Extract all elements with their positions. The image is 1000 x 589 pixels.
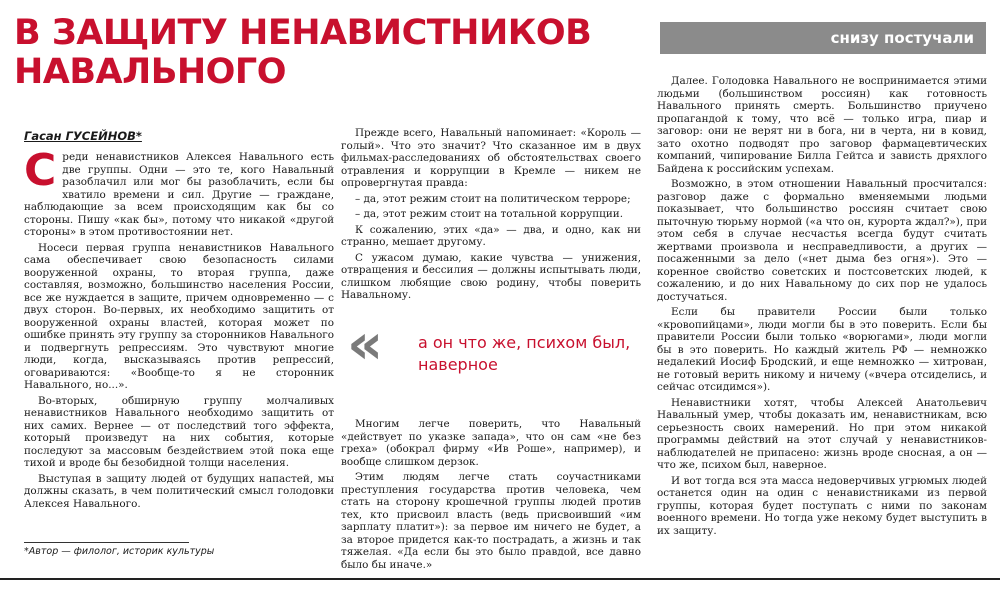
paragraph: – да, этот режим стоит на тотальной коррупции. <box>355 208 624 220</box>
paragraph: – да, этот режим стоит на политическом терроре; <box>355 192 631 205</box>
paragraph: Выступая в защиту людей от будущих напастей, мы должны сказать, в чем политический смысл голодовки Алексея Навального. <box>24 472 334 510</box>
footnote: *Автор — филолог, историк культуры <box>24 546 215 557</box>
paragraph: И вот тогда вся эта масса недоверчивых угрюмых людей останется один на один с ненавистниками из первой группы, которая будет поступать с ними по законам военного времени. Но тогда уже некому будет выступить в их защиту. <box>657 474 987 537</box>
paragraph: Возможно, в этом отношении Навальный просчитался: разговор даже с формально вменяемыми людьми показывает, что большинство россиян считает свою пыточную тюрьму нормой («а что он, курорта ждал?»), при этом себя в случае несчастья всегда будут считать жертвами произвола и несправедливости, а других — посаженными за дело («нет дыма без огня»). Это — коренное свойство советских и постсоветских людей, к сожалению, и до них Навальному до сих пор не удалось достучаться. <box>657 178 987 303</box>
column-2-bottom <box>341 418 641 574</box>
paragraph: Далее. Голодовка Навального не воспринимается этими людьми (большинством россиян) как готовность Навального принять смерть. Большинство приучено пропагандой к тому, что всё — только игра, пиар и заговор: они не верят ни в бога, ни в черта, ни в ковид, зато охотно подводят про заговор фармацевтических компаний, чипирование Билла Гейтса и зависть дряхлого Байдена к российским успехам. <box>657 75 987 175</box>
headline: В ЗАЩИТУ НЕНАВИСТНИКОВ НАВАЛЬНОГО <box>14 13 592 92</box>
footnote-divider <box>24 542 189 543</box>
rubric-label: снизу постучали <box>660 22 986 54</box>
byline: Гасан ГУСЕЙНОВ* <box>24 129 142 143</box>
paragraph: Во-вторых, обширную группу молчаливых ненавистников Навального необходимо защитить от них самих. Вернее — от последствий того эффекта, который произведут на них события, которые последуют за массовым бездействием этой пока еще тихой и вроде бы безобидной толщи населения. <box>24 394 334 469</box>
drop-cap: С <box>24 145 57 196</box>
quote-mark-icon: « <box>347 312 384 377</box>
paragraph: Носеси первая группа ненавистников Навального сама обеспечивает свою безопасность силами вооруженной охраны, то вторая группа, даже составляя, возможно, большинство населения России, все же нуждается в защите, причем одновременно — с двух сторон. Во-первых, их необходимо защитить от вооруженной охраны властей, которая может по ошибке принять эту группу за сторонников Навального и подвергнуть репрессиям. Это чувствуют многие люди, когда, высказываясь против репрессий, оговариваются: «Вообще-то я не сторонник Навального, но...». <box>24 241 334 391</box>
paragraph: Если бы правители России были только «кровопийцами», люди могли бы в это поверить. Если бы правители России были только «ворюгами», люди могли бы в это поверить. Но каждый житель РФ — немножко недалекий Иосиф Бродский, и еще немножко — хитрован, не готовый верить никому и ничему («вчера отсиделись, и сейчас отсидимся»). <box>657 306 987 393</box>
column-2-top <box>341 127 641 305</box>
bottom-divider <box>0 578 1000 580</box>
paragraph: Многим легче поверить, что Навальный «действует по указке запада», что он сам «не без греха» (обокрал фирму «Ив Роше», например), и вообще слишком дерзок. <box>341 418 641 468</box>
paragraph: К сожалению, этих «да» — два, и одно, как ни странно, мешает другому. <box>341 223 641 248</box>
column-1 <box>24 145 334 513</box>
pull-quote: а он что же, психом был, наверное <box>418 333 631 374</box>
column-3 <box>657 75 987 540</box>
paragraph: С ужасом думаю, какие чувства — унижения, отвращения и бессилия — должны испытывать люди, слишком любящие свою родину, чтобы поверить Навальному. <box>341 251 641 301</box>
paragraph: Этим людям легче стать соучастниками преступления государства против человека, чем стать на сторону крошечной группы людей против тех, кто присвоил власть (ведь присвоивший «им зарплату платит»): за первое им ничего не будет, а за второе придется как-то пострадать, а жизнь и так тяжелая. «Да если бы это было правдой, все давно было бы иначе.» <box>341 471 641 571</box>
paragraph: Среди ненавистников Алексея Навального есть две группы. Одни — это те, кого Навальный разоблачил или мог бы разоблачить, если бы хватило времени и сил. Другие — граждане, наблюдающие за всем происходящим как бы со стороны. Пишу «как бы», потому что никакой «другой стороны» в этом противостоянии нет. <box>24 145 334 238</box>
paragraph: Прежде всего, Навальный напоминает: «Король — голый». Что это значит? Что сказанное им в двух фильмах-расследованиях об обстоятельствах своего отравления и коррупции в Кремле — никем не опровергнутая правда: <box>341 127 641 189</box>
paragraph: Ненавистники хотят, чтобы Алексей Анатольевич Навальный умер, чтобы доказать им, ненавистникам, всю серьезность своих намерений. Но при этом никакой программы действий на этот случай у ненавистников-наблюдателей не припасено: жизнь вроде сносная, а он — что же, психом был, наверное. <box>657 396 987 471</box>
